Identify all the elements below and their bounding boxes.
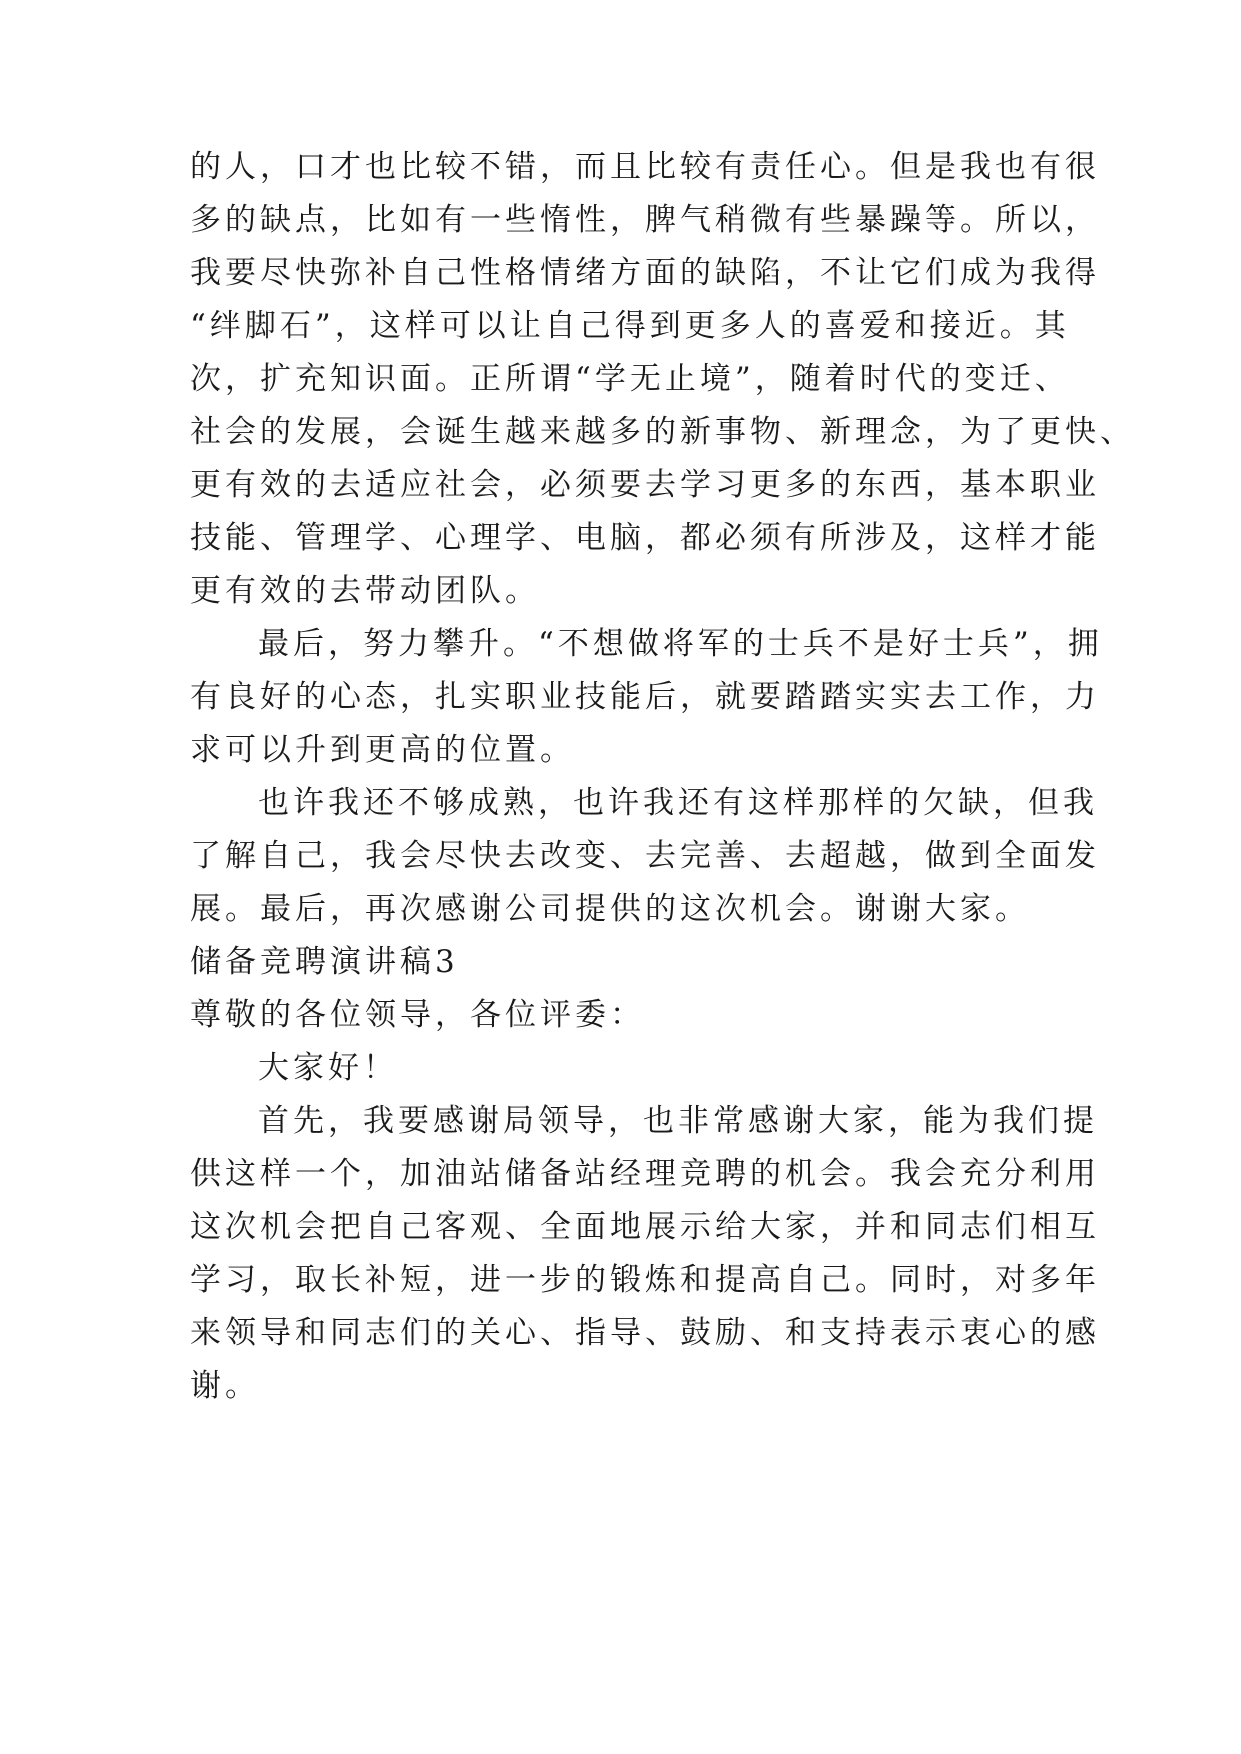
greeting: 大家好！: [258, 1050, 398, 1086]
text-line: 来领导和同志们的关心、指导、鼓励、和支持表示衷心的感: [190, 1315, 1100, 1351]
text-line: 技能、管理学、心理学、电脑，都必须有所涉及，这样才能: [190, 520, 1100, 556]
section-title: 储备竞聘演讲稿3: [190, 944, 459, 980]
text-line: 次，扩充知识面。正所谓“学无止境”，随着时代的变迁、: [190, 361, 1070, 397]
text-line: 最后，努力攀升。“不想做将军的士兵不是好士兵”，拥: [258, 626, 1103, 662]
text-line: 求可以升到更高的位置。: [190, 732, 575, 768]
text-line: “绊脚石”，这样可以让自己得到更多人的喜爱和接近。其: [190, 308, 1070, 344]
text-line: 有良好的心态，扎实职业技能后，就要踏踏实实去工作，力: [190, 679, 1100, 715]
text-line: 供这样一个，加油站储备站经理竞聘的机会。我会充分利用: [190, 1156, 1100, 1192]
text-line: 了解自己，我会尽快去改变、去完善、去超越，做到全面发: [190, 838, 1100, 874]
text-line: 的人，口才也比较不错，而且比较有责任心。但是我也有很: [190, 149, 1100, 185]
text-line: 多的缺点，比如有一些惰性，脾气稍微有些暴躁等。所以，: [190, 202, 1100, 238]
text-line: 展。最后，再次感谢公司提供的这次机会。谢谢大家。: [190, 891, 1030, 927]
text-line: 我要尽快弥补自己性格情绪方面的缺陷，不让它们成为我得: [190, 255, 1100, 291]
text-line: 也许我还不够成熟，也许我还有这样那样的欠缺，但我: [258, 785, 1098, 821]
salutation: 尊敬的各位领导，各位评委：: [190, 997, 645, 1033]
text-line: 更有效的去带动团队。: [190, 573, 540, 609]
text-line: 更有效的去适应社会，必须要去学习更多的东西，基本职业: [190, 467, 1100, 503]
text-line: 首先，我要感谢局领导，也非常感谢大家，能为我们提: [258, 1103, 1098, 1139]
text-line: 谢。: [190, 1368, 260, 1404]
text-line: 社会的发展，会诞生越来越多的新事物、新理念，为了更快、: [190, 414, 1135, 450]
text-line: 这次机会把自己客观、全面地展示给大家，并和同志们相互: [190, 1209, 1100, 1245]
text-line: 学习，取长补短，进一步的锻炼和提高自己。同时，对多年: [190, 1262, 1100, 1298]
